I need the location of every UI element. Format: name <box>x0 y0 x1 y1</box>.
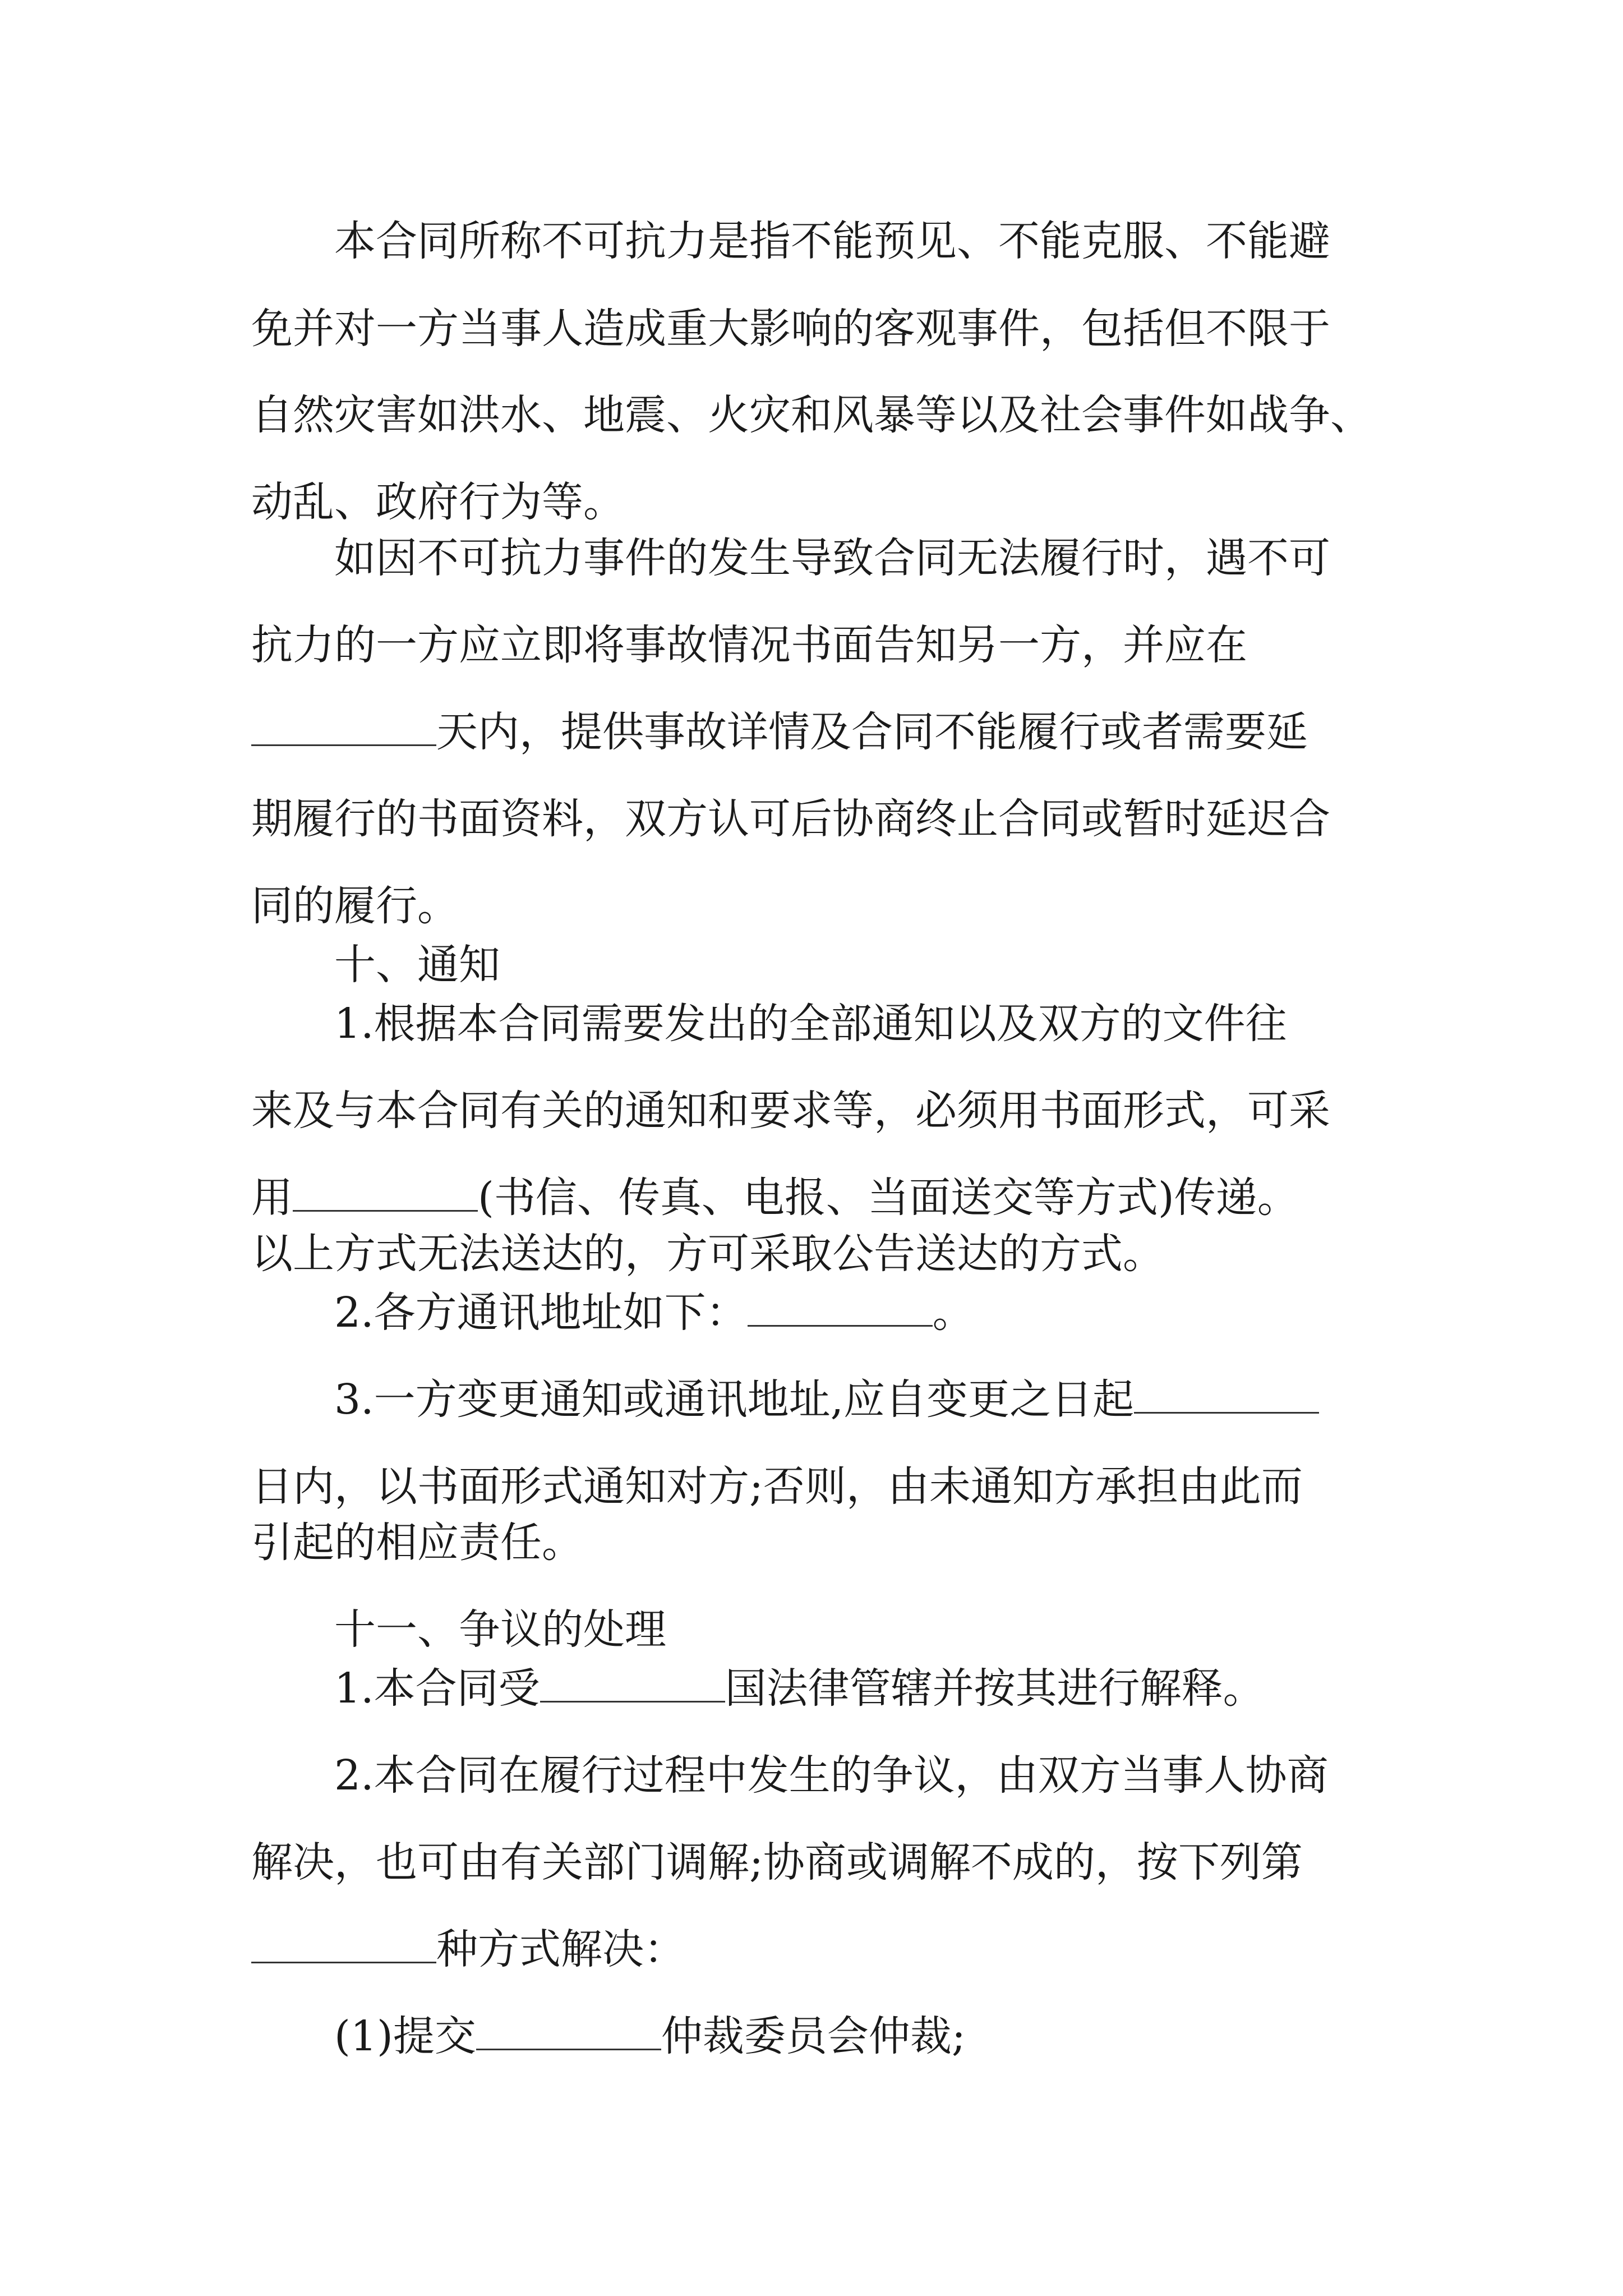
clause-notice-3-line-1: 3.一方变更通知或通讯地址,应自变更之日起 <box>251 1372 1390 1428</box>
paragraph-notice-duty-line-2: 抗力的一方应立即将事故情况书面告知另一方，并应在 <box>251 621 1247 669</box>
blank-addresses <box>748 1286 933 1327</box>
paragraph-notice-duty-line-3: 天内，提供事故详情及合同不能履行或者需要延 <box>251 704 1390 760</box>
section-heading-notice: 十、通知 <box>334 941 500 989</box>
blank-change-days <box>1134 1373 1319 1414</box>
clause-disputes-2-line-1: 2.本合同在履行过程中发生的争议，由双方当事人协商 <box>334 1751 1329 1800</box>
clause-notice-3-line-2: 日内，以书面形式通知对方;否则，由未通知方承担由此而 <box>251 1462 1303 1511</box>
clause-notice-1-line-2: 来及与本合同有关的通知和要求等，必须用书面形式，可采 <box>251 1087 1330 1135</box>
blank-delivery-method <box>293 1171 478 1212</box>
blank-method-number <box>251 1922 436 1963</box>
paragraph-notice-duty-line-4: 期履行的书面资料，双方认可后协商终止合同或暂时延迟合 <box>251 795 1330 843</box>
section-heading-disputes: 十一、争议的处理 <box>334 1605 666 1654</box>
paragraph-force-majeure-line-3: 自然灾害如洪水、地震、火灾和风暴等以及社会事件如战争、 <box>251 391 1372 439</box>
blank-arbitration-commission <box>476 2009 661 2050</box>
clause-disputes-option-1: (1)提交 仲裁委员会仲裁; <box>251 2008 1390 2064</box>
clause-disputes-2-line-3: 种方式解决： <box>251 1921 1390 1977</box>
paragraph-notice-duty-line-5: 同的履行。 <box>251 882 459 930</box>
clause-notice-1-line-4: 以上方式无法送达的，方可采取公告送达的方式。 <box>251 1230 1164 1278</box>
clause-notice-1-line-1: 1.根据本合同需要发出的全部通知以及双方的文件往 <box>334 1000 1287 1048</box>
paragraph-force-majeure-line-1: 本合同所称不可抗力是指不能预见、不能克服、不能避 <box>334 217 1330 265</box>
clause-notice-1-line-3: 用 (书信、传真、电报、当面送交等方式)传递。 <box>251 1170 1390 1226</box>
clause-notice-2: 2.各方通讯地址如下： 。 <box>251 1285 1390 1341</box>
paragraph-force-majeure-line-4: 动乱、政府行为等。 <box>251 478 625 526</box>
clause-disputes-1: 1.本合同受 国法律管辖并按其进行解释。 <box>251 1660 1390 1717</box>
clause-disputes-2-line-2: 解决，也可由有关部门调解;协商或调解不成的，按下列第 <box>251 1838 1303 1887</box>
blank-governing-country <box>540 1662 725 1703</box>
clause-notice-3-line-3: 引起的相应责任。 <box>251 1519 583 1567</box>
blank-days <box>251 705 436 746</box>
paragraph-force-majeure-line-2: 免并对一方当事人造成重大影响的客观事件，包括但不限于 <box>251 305 1330 353</box>
paragraph-notice-duty-line-1: 如因不可抗力事件的发生导致合同无法履行时，遇不可 <box>334 534 1330 582</box>
